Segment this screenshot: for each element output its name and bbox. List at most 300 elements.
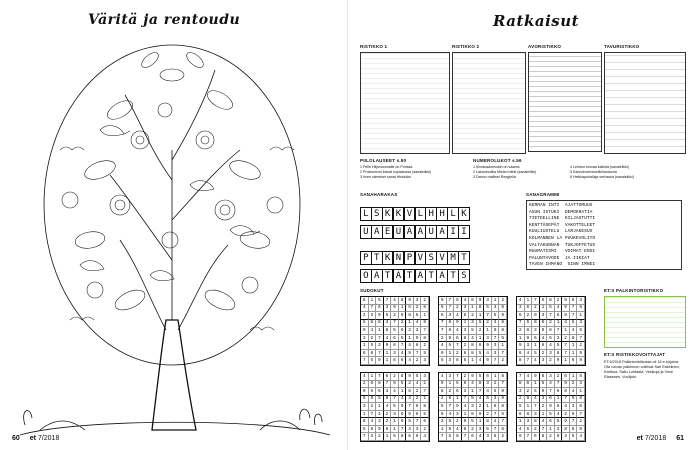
sudoku-cell: 8: [399, 297, 407, 305]
sudoku-cell: 9: [577, 426, 585, 434]
sudoku-cell: 2: [439, 396, 447, 404]
sudoku-cell: 8: [376, 320, 384, 328]
sudoku-cell: 7: [532, 297, 540, 305]
sudoku-cell: 2: [462, 373, 470, 381]
sudoku-cell: 9: [439, 297, 447, 305]
sudoku-cell: 6: [555, 388, 563, 396]
sudoku-cell: 8: [540, 433, 548, 441]
sudoku-cell: 1: [525, 403, 533, 411]
sudoku-cell: 4: [454, 327, 462, 335]
sudoku-cell: 3: [477, 426, 485, 434]
sudoku-cell: 8: [484, 418, 492, 426]
sudoku-cell: 5: [439, 403, 447, 411]
sudoku-cell: 7: [369, 411, 377, 419]
sudoku-cell: 5: [477, 350, 485, 358]
sudoku-cell: 8: [454, 357, 462, 365]
sudoku-cell: 2: [454, 305, 462, 313]
sanaharakas-letter: A: [415, 225, 427, 239]
sudoku-cell: 9: [369, 396, 377, 404]
sudoku-cell: 7: [547, 312, 555, 320]
sudoku-cell: 4: [477, 357, 485, 365]
sudoku-cell: 3: [517, 305, 525, 313]
sudoku-cell: 2: [492, 381, 500, 389]
sudoku-cell: 1: [547, 426, 555, 434]
sudoku-cell: 9: [414, 335, 422, 343]
sudoku-cell: 8: [532, 418, 540, 426]
sudoku-cell: 2: [376, 433, 384, 441]
sudoku-cell: 3: [547, 373, 555, 381]
sanaharakas-letter: A: [393, 269, 405, 283]
sudoku-cell: 1: [477, 335, 485, 343]
sudoku-cell: 8: [499, 327, 507, 335]
sudoku-cell: 9: [376, 357, 384, 365]
sudoku-cell: 4: [562, 403, 570, 411]
sudoku-cell: 5: [376, 297, 384, 305]
sudoku-cell: 6: [547, 327, 555, 335]
sudoku-cell: 6: [462, 357, 470, 365]
sudoku-cell: 7: [499, 418, 507, 426]
sudoku-cell: 2: [421, 342, 429, 350]
sudoku-cell: 6: [399, 312, 407, 320]
sudoku-cell: 6: [361, 396, 369, 404]
sudoku-cell: 9: [399, 403, 407, 411]
sanaharakas-letter: K: [458, 207, 470, 221]
sanaharakas-letter: N: [393, 251, 405, 265]
sudoku-cell: 2: [369, 335, 377, 343]
sudoku-cell: 1: [406, 320, 414, 328]
sudoku-cell: 2: [517, 327, 525, 335]
sudoku-cell: 6: [547, 418, 555, 426]
sudoku-cell: 3: [555, 426, 563, 434]
sudoku-cell: 2: [369, 403, 377, 411]
sudoku-cell: 6: [532, 335, 540, 343]
sudoku-cell: 2: [555, 373, 563, 381]
sudoku-cell: 6: [439, 411, 447, 419]
sudoku-cell: 7: [499, 381, 507, 389]
sudoku-cell: 7: [447, 297, 455, 305]
sudoku-cell: 4: [469, 381, 477, 389]
sanaharakas-letter: E: [382, 225, 394, 239]
sudoku-cell: 5: [499, 411, 507, 419]
sudoku-cell: 2: [540, 403, 548, 411]
sudoku-cell: 8: [462, 335, 470, 343]
sudoku-cell: 4: [439, 373, 447, 381]
sudoku-cell: 7: [562, 396, 570, 404]
left-issue: 7/2018: [37, 435, 60, 442]
section-ristikko1: RISTIKKO 1: [360, 44, 388, 49]
sudoku-cell: 7: [376, 350, 384, 358]
sudoku-cell: 1: [462, 411, 470, 419]
sudoku-cell: 4: [492, 418, 500, 426]
sudoku-cell: 9: [384, 342, 392, 350]
sudoku-cell: 1: [439, 426, 447, 434]
sudoku-cell: 3: [484, 381, 492, 389]
sudoku-cell: 9: [499, 388, 507, 396]
sudoku-cell: 7: [492, 411, 500, 419]
left-page-footer: [12, 435, 59, 442]
sudoku-cell: 2: [525, 388, 533, 396]
sanagrammi-solution: KERRAN INTI AJATTOMUUS ASUN ISTUKI DEMOKRATIA TIETEELLINE KILJASTUTTI KENTTÄSEPÄT VAKOTTELEET KUULIUSTELU LARJAKESUS KOLMANNEN LA PUUKEVOLIYO VALTAKUNNAN TUKJOFFETUS RUUMATISMI VOIMAT ENSI PALUNTAVOOE JA IIKIAT TAVEN IHMANO SINN IMNEI: [526, 200, 682, 270]
sanaharakas-letter: A: [404, 225, 416, 239]
sudoku-cell: 6: [462, 381, 470, 389]
sudoku-cell: 5: [532, 350, 540, 358]
sudoku-cell: 6: [570, 357, 578, 365]
sudoku-cell: 6: [577, 403, 585, 411]
sanaharakas-letter: S: [371, 207, 383, 221]
sudoku-cell: 6: [406, 433, 414, 441]
sanaharakas-letter: L: [360, 207, 372, 221]
sudoku-cell: 5: [384, 312, 392, 320]
sanaharakas-letter: T: [382, 269, 394, 283]
sanaharakas-letter: M: [447, 251, 459, 265]
sudoku-cell: 4: [361, 305, 369, 313]
sudoku-cell: 7: [439, 320, 447, 328]
list-item: 5 Kannohoemislelikihaolauna: [570, 169, 617, 174]
sudoku-cell: 5: [570, 320, 578, 328]
sudoku-cell: 3: [484, 335, 492, 343]
sudoku-cell: 1: [399, 305, 407, 313]
sudoku-cell: 5: [406, 418, 414, 426]
sudoku-cell: 4: [555, 411, 563, 419]
sudoku-cell: 8: [469, 350, 477, 358]
sudoku-cell: 9: [525, 335, 533, 343]
sudoku-cell: 4: [406, 357, 414, 365]
sudoku-cell: 2: [469, 312, 477, 320]
sudoku-cell: 3: [462, 305, 470, 313]
sudoku-cell: 4: [447, 411, 455, 419]
sudoku-cell: 9: [406, 373, 414, 381]
sudoku-cell: 2: [414, 357, 422, 365]
sudoku-cell: 3: [577, 381, 585, 389]
sanaharakas-letter: U: [425, 225, 437, 239]
sudoku-cell: 8: [384, 327, 392, 335]
sudoku-cell: 3: [462, 388, 470, 396]
sudoku-cell: 9: [361, 388, 369, 396]
sudoku-cell: 8: [384, 396, 392, 404]
sudoku-cell: 3: [361, 335, 369, 343]
sudoku-cell: 7: [447, 305, 455, 313]
sudoku-cell: 4: [391, 297, 399, 305]
sudoku-cell: 4: [492, 320, 500, 328]
sudoku-cell: 8: [525, 411, 533, 419]
sudoku-cell: 2: [525, 312, 533, 320]
sudoku-cell: 1: [447, 381, 455, 389]
sudoku-cell: 3: [555, 335, 563, 343]
sudoku-cell: 5: [555, 342, 563, 350]
sudoku-cell: 4: [391, 388, 399, 396]
sanaharakas-letter: K: [382, 207, 394, 221]
sudoku-cell: 1: [384, 433, 392, 441]
sudoku-cell: 3: [469, 403, 477, 411]
sudoku-cell: 2: [384, 418, 392, 426]
sudoku-cell: 6: [369, 320, 377, 328]
bird-2: [230, 226, 260, 236]
sudoku-cell: 5: [477, 320, 485, 328]
sudoku-cell: 5: [517, 403, 525, 411]
sudoku-cell: 6: [439, 312, 447, 320]
sanaharakas-letter: T: [404, 269, 416, 283]
sudoku-cell: 9: [376, 426, 384, 434]
sudoku-cell: 1: [469, 305, 477, 313]
sudoku-cell: 4: [540, 335, 548, 343]
sudoku-cell: 4: [517, 297, 525, 305]
sudoku-cell: 4: [361, 373, 369, 381]
sanaharakas-letter: S: [425, 251, 437, 265]
sanaharakas-letter: O: [360, 269, 372, 283]
sudoku-cell: 8: [361, 297, 369, 305]
sudoku-cell: 9: [555, 357, 563, 365]
sudoku-cell: 1: [570, 373, 578, 381]
sudoku-cell: 9: [477, 411, 485, 419]
sudoku-cell: 6: [414, 403, 422, 411]
piilolauseet-list: [360, 165, 460, 179]
section-palkintoristikko: ET:S PALKINTORISTIKKO: [604, 288, 664, 293]
sudoku-cell: 6: [469, 433, 477, 441]
section-piilolauseet: PIILOLAUSEET s.50: [360, 158, 407, 163]
sudoku-cell: 6: [447, 320, 455, 328]
sudoku-cell: 2: [570, 381, 578, 389]
right-page-number: 61: [676, 435, 684, 442]
sudoku-cell: 1: [447, 350, 455, 358]
sanaharakas-letter: T: [425, 269, 437, 283]
sudoku-cell: 9: [562, 297, 570, 305]
sudoku-cell: 1: [532, 342, 540, 350]
sudoku-cell: 9: [477, 297, 485, 305]
sudoku-cell: 6: [477, 342, 485, 350]
sudoku-cell: 2: [547, 320, 555, 328]
sudoku-cell: 3: [384, 320, 392, 328]
sudoku-cell: 6: [469, 297, 477, 305]
sanaharakas-letter: A: [371, 225, 383, 239]
sudoku-cell: 7: [447, 403, 455, 411]
sudoku-cell: 4: [454, 312, 462, 320]
sudoku-cell: 7: [361, 433, 369, 441]
sudoku-cell: 9: [399, 418, 407, 426]
right-page-footer: [637, 435, 684, 442]
sudoku-cell: 9: [462, 418, 470, 426]
sudoku-cell: 5: [532, 388, 540, 396]
sudoku-cell: 6: [555, 312, 563, 320]
sudoku-cell: 7: [517, 320, 525, 328]
sudoku-cell: 8: [462, 312, 470, 320]
sudoku-cell: 7: [439, 327, 447, 335]
sudoku-cell: 1: [376, 403, 384, 411]
sudoku-cell: 6: [384, 373, 392, 381]
sanaharakas-row-1: [360, 203, 469, 221]
tree-trunk: [152, 320, 196, 430]
sudoku-cell: 4: [384, 403, 392, 411]
sudoku-cell: 6: [391, 335, 399, 343]
sanaharakas-letter: P: [404, 251, 416, 265]
sudoku-cell: 1: [577, 388, 585, 396]
sudoku-cell: 2: [547, 357, 555, 365]
right-magazine-name: et: [636, 435, 643, 442]
sudoku-cell: 5: [406, 305, 414, 313]
sudoku-cell: 3: [376, 418, 384, 426]
sudoku-cell: 3: [414, 297, 422, 305]
sudoku-cell: 5: [492, 388, 500, 396]
sudoku-cell: 8: [517, 381, 525, 389]
sudoku-cell: 6: [414, 342, 422, 350]
sudoku-cell: 1: [384, 350, 392, 358]
sudoku-cell: 1: [517, 418, 525, 426]
list-item: 1 Kimasaammokin on vaarea: [473, 165, 520, 169]
sudoku-cell: 7: [462, 433, 470, 441]
sanaharakas-letter: S: [458, 269, 470, 283]
sudoku-cell: 6: [499, 426, 507, 434]
sudoku-cell: 4: [517, 426, 525, 434]
sudoku-cell: 2: [414, 388, 422, 396]
sudoku-cell: 2: [399, 320, 407, 328]
sudoku-cell: 8: [492, 433, 500, 441]
sudoku-cell: 8: [454, 433, 462, 441]
sudoku-cell: 3: [369, 312, 377, 320]
sudoku-cell: 1: [562, 357, 570, 365]
sudoku-cell: 8: [376, 381, 384, 389]
sudoku-cell: 5: [414, 373, 422, 381]
sudoku-cell: 9: [454, 403, 462, 411]
sudoku-cell: 1: [562, 327, 570, 335]
sudoku-cell: 6: [492, 403, 500, 411]
sudoku-cell: 6: [532, 433, 540, 441]
sanaharakas-row-3: [360, 247, 469, 265]
sudoku-cell: 9: [439, 381, 447, 389]
section-ristikko2: RISTIKKO 2: [452, 44, 480, 49]
sudoku-cell: 5: [499, 335, 507, 343]
sudoku-cell: 5: [439, 357, 447, 365]
sudoku-cell: 1: [384, 357, 392, 365]
section-avoristikko: AVORISTIKKO: [528, 44, 562, 49]
sudoku-cell: 9: [570, 411, 578, 419]
sudoku-cell: 3: [454, 411, 462, 419]
bird-3: [150, 271, 174, 281]
sudoku-cell: 4: [570, 327, 578, 335]
sudoku-cell: 7: [391, 396, 399, 404]
sudoku-cell: 9: [532, 312, 540, 320]
sudoku-cell: 8: [421, 403, 429, 411]
sudoku-cell: 9: [376, 312, 384, 320]
sudoku-cell: 2: [469, 426, 477, 434]
sudoku-cell: 7: [570, 418, 578, 426]
sudoku-cell: 9: [562, 305, 570, 313]
sudoku-cell: 5: [484, 305, 492, 313]
sudoku-cell: 5: [525, 426, 533, 434]
sudoku-cell: 5: [369, 357, 377, 365]
sudoku-cell: 5: [447, 342, 455, 350]
sudoku-cell: 9: [447, 335, 455, 343]
sudoku-cell: 1: [492, 373, 500, 381]
sudoku-cell: 2: [499, 357, 507, 365]
sudoku-cell: 6: [399, 327, 407, 335]
sudoku-cell: 4: [414, 381, 422, 389]
sanaharakas-letter: K: [393, 207, 405, 221]
sudoku-cell: 2: [391, 312, 399, 320]
section-sanaharakas: SANAHARAKAS: [360, 192, 398, 197]
sudoku-cell: 6: [540, 342, 548, 350]
sudoku-cell: 9: [562, 381, 570, 389]
sudoku-cell: 6: [540, 320, 548, 328]
sudoku-cell: 6: [499, 305, 507, 313]
sudoku-cell: 3: [577, 297, 585, 305]
sudoku-cell: 2: [462, 342, 470, 350]
sudoku-cell: 1: [421, 381, 429, 389]
ristikko2-solution-grid: [452, 52, 526, 154]
section-numeroluokot: NUMEROLUKOT s.56: [473, 158, 522, 163]
sudoku-cell: 7: [570, 312, 578, 320]
sudoku-cell: 7: [484, 312, 492, 320]
sudoku-cell: 1: [469, 388, 477, 396]
sudoku-cell: 9: [499, 396, 507, 404]
sudoku-cell: 4: [454, 426, 462, 434]
list-item: 2 Prolesnirvel kissat nuplakossa (sanalelikki): [360, 169, 432, 174]
sudoku-cell: 4: [555, 305, 563, 313]
ristikko1-solution-grid: [360, 52, 450, 154]
sanaharakas-letter: P: [360, 251, 372, 265]
sudoku-cell: 4: [525, 373, 533, 381]
sudoku-cell: 8: [547, 297, 555, 305]
sudoku-cell: 9: [406, 411, 414, 419]
sudoku-cell: 7: [399, 342, 407, 350]
sudoku-cell: 6: [399, 411, 407, 419]
sudoku-cell: 9: [562, 418, 570, 426]
sanaharakas-row-4: [360, 265, 469, 283]
sudoku-cell: 8: [555, 350, 563, 358]
bird-4: [80, 261, 104, 271]
sudoku-cell: 9: [391, 305, 399, 313]
sudoku-cell: 8: [399, 433, 407, 441]
sudoku-cell: 3: [414, 426, 422, 434]
sudoku-cell: 1: [369, 297, 377, 305]
sudoku-cell: 3: [525, 342, 533, 350]
numeroluokot-list-2: [570, 165, 680, 179]
sudoku-cell: 3: [421, 357, 429, 365]
sudoku-cell: 2: [562, 411, 570, 419]
sudoku-cell: 8: [391, 357, 399, 365]
ground-line: [20, 422, 330, 435]
sudoku-cell: 5: [577, 373, 585, 381]
sudoku-cell: 6: [517, 350, 525, 358]
sudoku-cell: 3: [447, 373, 455, 381]
sudoku-cell: 4: [414, 320, 422, 328]
sudoku-cell: 5: [517, 312, 525, 320]
sudoku-cell: 8: [469, 411, 477, 419]
sudoku-cell: 5: [369, 342, 377, 350]
palkintoristikko-solution-grid: [604, 296, 686, 348]
sudoku-cell: 2: [361, 312, 369, 320]
sudoku-cell: 3: [532, 411, 540, 419]
list-item: 2 Lakanevallia Mielen hähti (sanalelikki): [473, 169, 537, 174]
sudoku-cell: 2: [532, 426, 540, 434]
sudoku-cell: 6: [454, 388, 462, 396]
section-voittajat: ET:S RISTIKKOVOITTAJAT: [604, 352, 666, 357]
sudoku-cell: 4: [469, 335, 477, 343]
right-page-title: Ratkaisut: [493, 12, 580, 30]
sudoku-cell: 6: [447, 327, 455, 335]
sudoku-cell: 7: [562, 342, 570, 350]
numeroluokot-list: [473, 165, 568, 179]
sudoku-cell: 9: [454, 320, 462, 328]
sudoku-cell: 1: [462, 320, 470, 328]
sanaharakas-letter: L: [415, 207, 427, 221]
sudoku-cell: 5: [469, 327, 477, 335]
sudoku-cell: 6: [384, 426, 392, 434]
sudoku-cell: 4: [406, 342, 414, 350]
sudoku-cell: 4: [547, 342, 555, 350]
sudoku-cell: 9: [406, 297, 414, 305]
voittajat-text: ET:5/2018 Palkintoristikossa oli 15 e-kirjaina. Ofa voivan palkinnon voittivat Sari Eskelinen, Karttula, Sallu Luhtaala, Vesikoja ja Virve Riasanen, Vuolijoki.: [604, 360, 680, 379]
sudoku-cell: 5: [454, 381, 462, 389]
sudoku-cell: 2: [454, 418, 462, 426]
